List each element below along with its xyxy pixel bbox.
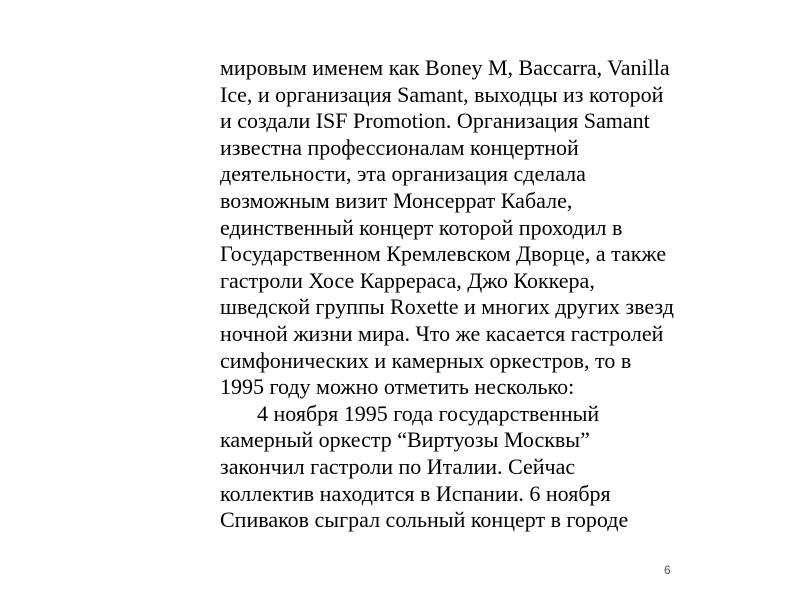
paragraph-start-line: 4 ноября 1995 года государственный	[257, 400, 600, 426]
text-line: Спиваков сыграл сольный концерт в городе	[220, 507, 629, 533]
text-line: возможным визит Монсеррат Кабале,	[220, 187, 573, 213]
text-line: деятельности, эта организация сделала	[220, 161, 586, 187]
text-line: мировым именем как Boney M, Baccarra, Vanilla	[220, 55, 670, 80]
text-line: шведской группы Roxette и многих других звезд	[220, 294, 674, 320]
text-line: единственный концерт которой проходил в	[220, 214, 623, 240]
text-line: ночной жизни мира. Что же касается гастролей	[220, 320, 664, 346]
text-line: известна профессионалам концертной	[220, 134, 579, 160]
text-line: Ice, и организация Samant, выходцы из которой	[220, 81, 664, 107]
text-line: гастроли Хосе Каррераса, Джо Коккера,	[220, 267, 595, 293]
text-line: закончил гастроли по Италии. Сейчас	[220, 453, 576, 479]
text-line: и создали ISF Promotion. Организация Samant	[220, 108, 650, 134]
text-line: 1995 году можно отметить несколько:	[220, 374, 575, 400]
page-number: 6	[664, 563, 671, 577]
text-line: камерный оркестр “Виртуозы Москвы”	[220, 427, 590, 453]
body-text	[220, 55, 690, 534]
text-line: коллектив находится в Испании. 6 ноября	[220, 480, 611, 506]
text-line: симфонических и камерных оркестров, то в	[220, 347, 632, 373]
text-line: Государственном Кремлевском Дворце, а также	[220, 241, 667, 267]
